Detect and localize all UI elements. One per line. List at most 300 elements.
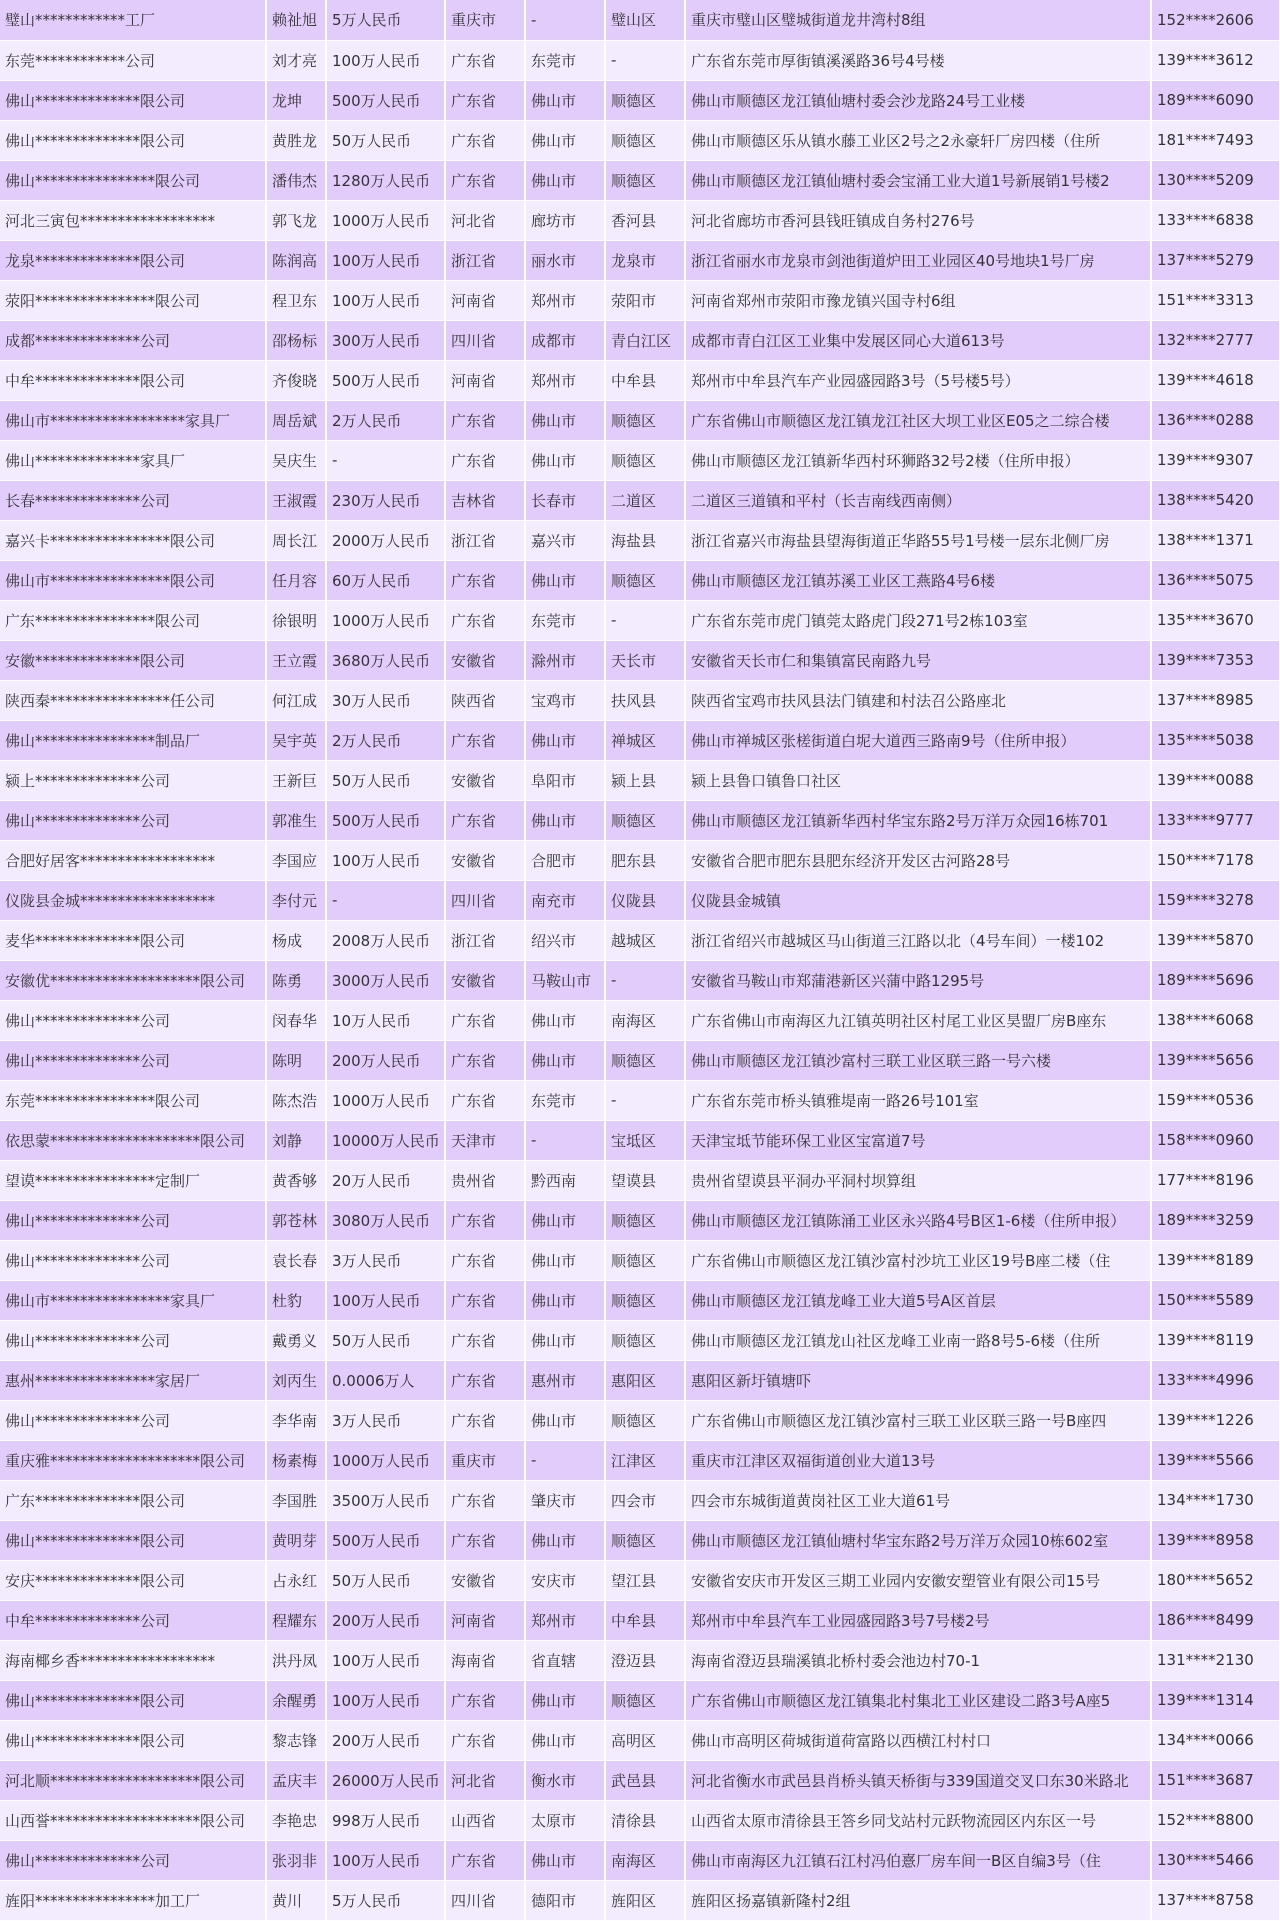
district-cell: 二道区 — [605, 480, 685, 520]
registered-capital-cell: 50万人民币 — [326, 760, 445, 800]
district-cell: 璧山区 — [605, 0, 685, 40]
province-cell: 广东省 — [445, 1040, 525, 1080]
city-cell: 佛山市 — [525, 1840, 605, 1880]
contact-name-cell: 陈勇 — [266, 960, 326, 1000]
city-cell: 衡水市 — [525, 1760, 605, 1800]
phone-cell: 139****0088 — [1151, 760, 1280, 800]
company-name-cell: 佛山**************公司 — [0, 1000, 266, 1040]
table-row — [0, 440, 1280, 480]
city-cell: 马鞍山市 — [525, 960, 605, 1000]
phone-cell: 131****2130 — [1151, 1640, 1280, 1680]
registered-capital-cell: 500万人民币 — [326, 800, 445, 840]
district-cell: 南海区 — [605, 1840, 685, 1880]
province-cell: 广东省 — [445, 1080, 525, 1120]
registered-capital-cell: 500万人民币 — [326, 1520, 445, 1560]
registered-capital-cell: 0.0006万人 — [326, 1360, 445, 1400]
address-cell: 安徽省安庆市开发区三期工业园内安徽安塑管业有限公司15号 — [685, 1560, 1151, 1600]
phone-cell: 139****5870 — [1151, 920, 1280, 960]
registered-capital-cell: 500万人民币 — [326, 80, 445, 120]
city-cell: 东莞市 — [525, 1080, 605, 1120]
company-name-cell: 佛山**************公司 — [0, 1040, 266, 1080]
province-cell: 广东省 — [445, 1720, 525, 1760]
table-row — [0, 1040, 1280, 1080]
contact-name-cell: 李艳忠 — [266, 1800, 326, 1840]
contact-name-cell: 洪丹凤 — [266, 1640, 326, 1680]
province-cell: 重庆市 — [445, 0, 525, 40]
address-cell: 四会市东城街道黄岗社区工业大道61号 — [685, 1480, 1151, 1520]
contact-name-cell: 王新巨 — [266, 760, 326, 800]
registered-capital-cell: 1000万人民币 — [326, 600, 445, 640]
table-row — [0, 1160, 1280, 1200]
contact-name-cell: 李华南 — [266, 1400, 326, 1440]
registered-capital-cell: 200万人民币 — [326, 1600, 445, 1640]
province-cell: 广东省 — [445, 1280, 525, 1320]
province-cell: 安徽省 — [445, 1560, 525, 1600]
phone-cell: 132****2777 — [1151, 320, 1280, 360]
table-row — [0, 360, 1280, 400]
table-row — [0, 120, 1280, 160]
address-cell: 佛山市顺德区龙江镇新华西村环狮路32号2楼（住所申报） — [685, 440, 1151, 480]
contact-name-cell: 周长江 — [266, 520, 326, 560]
company-name-cell: 合肥好居客****************** — [0, 840, 266, 880]
table-row — [0, 1240, 1280, 1280]
address-cell: 浙江省丽水市龙泉市剑池街道炉田工业园区40号地块1号厂房 — [685, 240, 1151, 280]
province-cell: 安徽省 — [445, 960, 525, 1000]
company-name-cell: 河北顺********************限公司 — [0, 1760, 266, 1800]
table-row — [0, 1520, 1280, 1560]
phone-cell: 189****3259 — [1151, 1200, 1280, 1240]
table-row — [0, 560, 1280, 600]
city-cell: 佛山市 — [525, 400, 605, 440]
company-name-cell: 惠州****************家居厂 — [0, 1360, 266, 1400]
table-row — [0, 800, 1280, 840]
company-name-cell: 璧山************工厂 — [0, 0, 266, 40]
contact-name-cell: 李国应 — [266, 840, 326, 880]
address-cell: 浙江省嘉兴市海盐县望海街道正华路55号1号楼一层东北侧厂房 — [685, 520, 1151, 560]
city-cell: 黔西南 — [525, 1160, 605, 1200]
registered-capital-cell: 200万人民币 — [326, 1040, 445, 1080]
phone-cell: 135****5038 — [1151, 720, 1280, 760]
district-cell: 惠阳区 — [605, 1360, 685, 1400]
district-cell: - — [605, 40, 685, 80]
address-cell: 广东省东莞市厚街镇溪溪路36号4号楼 — [685, 40, 1151, 80]
city-cell: 佛山市 — [525, 1520, 605, 1560]
company-name-cell: 佛山****************制品厂 — [0, 720, 266, 760]
company-name-cell: 中牟**************公司 — [0, 1600, 266, 1640]
district-cell: 顺德区 — [605, 1280, 685, 1320]
district-cell: 顺德区 — [605, 1680, 685, 1720]
company-name-cell: 东莞****************限公司 — [0, 1080, 266, 1120]
city-cell: - — [525, 1440, 605, 1480]
company-name-cell: 仪陇县金城****************** — [0, 880, 266, 920]
company-name-cell: 海南椰乡香****************** — [0, 1640, 266, 1680]
table-row — [0, 920, 1280, 960]
address-cell: 佛山市顺德区龙江镇仙塘村委会宝涌工业大道1号新展销1号楼2 — [685, 160, 1151, 200]
district-cell: 澄迈县 — [605, 1640, 685, 1680]
table-row — [0, 600, 1280, 640]
address-cell: 佛山市顺德区龙江镇新华西村华宝东路2号万洋万众园16栋701 — [685, 800, 1151, 840]
phone-cell: 137****5279 — [1151, 240, 1280, 280]
table-row — [0, 1800, 1280, 1840]
address-cell: 重庆市璧山区璧城街道龙井湾村8组 — [685, 0, 1151, 40]
registered-capital-cell: 3万人民币 — [326, 1400, 445, 1440]
phone-cell: 177****8196 — [1151, 1160, 1280, 1200]
address-cell: 颍上县鲁口镇鲁口社区 — [685, 760, 1151, 800]
address-cell: 广东省佛山市顺德区龙江镇沙富村沙坑工业区19号B座二楼（住 — [685, 1240, 1151, 1280]
address-cell: 广东省佛山市顺德区龙江镇沙富村三联工业区联三路一号B座四 — [685, 1400, 1151, 1440]
address-cell: 佛山市顺德区乐从镇水藤工业区2号之2永豪轩厂房四楼（住所 — [685, 120, 1151, 160]
phone-cell: 181****7493 — [1151, 120, 1280, 160]
city-cell: 佛山市 — [525, 440, 605, 480]
province-cell: 四川省 — [445, 320, 525, 360]
phone-cell: 139****9307 — [1151, 440, 1280, 480]
province-cell: 广东省 — [445, 600, 525, 640]
province-cell: 广东省 — [445, 1320, 525, 1360]
table-row — [0, 1840, 1280, 1880]
district-cell: 望谟县 — [605, 1160, 685, 1200]
province-cell: 四川省 — [445, 1880, 525, 1920]
phone-cell: 138****1371 — [1151, 520, 1280, 560]
city-cell: 肇庆市 — [525, 1480, 605, 1520]
address-cell: 郑州市中牟县汽车产业园盛园路3号（5号楼5号） — [685, 360, 1151, 400]
address-cell: 佛山市禅城区张槎街道白坭大道西三路南9号（住所申报） — [685, 720, 1151, 760]
phone-cell: 152****8800 — [1151, 1800, 1280, 1840]
phone-cell: 150****5589 — [1151, 1280, 1280, 1320]
registered-capital-cell: 3680万人民币 — [326, 640, 445, 680]
province-cell: 广东省 — [445, 160, 525, 200]
address-cell: 成都市青白江区工业集中发展区同心大道613号 — [685, 320, 1151, 360]
contact-name-cell: 任月容 — [266, 560, 326, 600]
table-row — [0, 1760, 1280, 1800]
contact-name-cell: 张羽非 — [266, 1840, 326, 1880]
phone-cell: 189****6090 — [1151, 80, 1280, 120]
province-cell: 广东省 — [445, 1360, 525, 1400]
city-cell: 南充市 — [525, 880, 605, 920]
registered-capital-cell: 200万人民币 — [326, 1720, 445, 1760]
contact-name-cell: 郭准生 — [266, 800, 326, 840]
province-cell: 浙江省 — [445, 240, 525, 280]
contact-name-cell: 何江成 — [266, 680, 326, 720]
address-cell: 重庆市江津区双福街道创业大道13号 — [685, 1440, 1151, 1480]
city-cell: 佛山市 — [525, 1280, 605, 1320]
city-cell: 佛山市 — [525, 1200, 605, 1240]
city-cell: 阜阳市 — [525, 760, 605, 800]
company-name-cell: 佛山**************限公司 — [0, 1720, 266, 1760]
district-cell: - — [605, 1080, 685, 1120]
registered-capital-cell: 100万人民币 — [326, 1640, 445, 1680]
district-cell: 禅城区 — [605, 720, 685, 760]
registered-capital-cell: 50万人民币 — [326, 1560, 445, 1600]
phone-cell: 130****5466 — [1151, 1840, 1280, 1880]
province-cell: 河南省 — [445, 1600, 525, 1640]
registered-capital-cell: 5万人民币 — [326, 0, 445, 40]
district-cell: 中牟县 — [605, 1600, 685, 1640]
phone-cell: 139****3612 — [1151, 40, 1280, 80]
city-cell: 佛山市 — [525, 1400, 605, 1440]
phone-cell: 130****5209 — [1151, 160, 1280, 200]
city-cell: 佛山市 — [525, 1680, 605, 1720]
phone-cell: 139****4618 — [1151, 360, 1280, 400]
city-cell: 佛山市 — [525, 160, 605, 200]
registered-capital-cell: 100万人民币 — [326, 280, 445, 320]
company-name-cell: 嘉兴卡****************限公司 — [0, 520, 266, 560]
address-cell: 佛山市顺德区龙江镇苏溪工业区工燕路4号6楼 — [685, 560, 1151, 600]
district-cell: 顺德区 — [605, 1200, 685, 1240]
city-cell: 惠州市 — [525, 1360, 605, 1400]
province-cell: 广东省 — [445, 40, 525, 80]
company-name-cell: 荥阳****************限公司 — [0, 280, 266, 320]
table-row — [0, 80, 1280, 120]
contact-name-cell: 黎志锋 — [266, 1720, 326, 1760]
province-cell: 海南省 — [445, 1640, 525, 1680]
registered-capital-cell: 10000万人民币 — [326, 1120, 445, 1160]
table-row — [0, 200, 1280, 240]
phone-cell: 139****7353 — [1151, 640, 1280, 680]
company-name-cell: 佛山**************公司 — [0, 1840, 266, 1880]
table-row — [0, 1880, 1280, 1920]
district-cell: 高明区 — [605, 1720, 685, 1760]
contact-name-cell: 黄香够 — [266, 1160, 326, 1200]
registered-capital-cell: 1280万人民币 — [326, 160, 445, 200]
city-cell: 佛山市 — [525, 1320, 605, 1360]
contact-name-cell: 戴勇义 — [266, 1320, 326, 1360]
company-name-cell: 佛山**************公司 — [0, 1400, 266, 1440]
province-cell: 重庆市 — [445, 1440, 525, 1480]
registered-capital-cell: 998万人民币 — [326, 1800, 445, 1840]
registered-capital-cell: 100万人民币 — [326, 1280, 445, 1320]
phone-cell: 139****1314 — [1151, 1680, 1280, 1720]
contact-name-cell: 程卫东 — [266, 280, 326, 320]
contact-name-cell: 刘丙生 — [266, 1360, 326, 1400]
city-cell: 合肥市 — [525, 840, 605, 880]
address-cell: 广东省佛山市顺德区龙江镇集北村集北工业区建设二路3号A座5 — [685, 1680, 1151, 1720]
address-cell: 广东省佛山市南海区九江镇英明社区村尾工业区昊盟厂房B座东 — [685, 1000, 1151, 1040]
province-cell: 河南省 — [445, 280, 525, 320]
registered-capital-cell: 5万人民币 — [326, 1880, 445, 1920]
address-cell: 山西省太原市清徐县王答乡同戈站村元跃物流园区内东区一号 — [685, 1800, 1151, 1840]
table-row — [0, 1080, 1280, 1120]
table-row — [0, 240, 1280, 280]
city-cell: 嘉兴市 — [525, 520, 605, 560]
address-cell: 旌阳区扬嘉镇新隆村2组 — [685, 1880, 1151, 1920]
registered-capital-cell: 3万人民币 — [326, 1240, 445, 1280]
company-name-cell: 长春**************公司 — [0, 480, 266, 520]
district-cell: 顺德区 — [605, 1400, 685, 1440]
registered-capital-cell: 2008万人民币 — [326, 920, 445, 960]
company-name-cell: 佛山**************公司 — [0, 1240, 266, 1280]
district-cell: 江津区 — [605, 1440, 685, 1480]
address-cell: 佛山市高明区荷城街道荷富路以西横江村村口 — [685, 1720, 1151, 1760]
phone-cell: 158****0960 — [1151, 1120, 1280, 1160]
company-name-cell: 佛山**************限公司 — [0, 80, 266, 120]
registered-capital-cell: 100万人民币 — [326, 840, 445, 880]
registered-capital-cell: 3000万人民币 — [326, 960, 445, 1000]
phone-cell: 138****6068 — [1151, 1000, 1280, 1040]
district-cell: 海盐县 — [605, 520, 685, 560]
district-cell: 肥东县 — [605, 840, 685, 880]
province-cell: 广东省 — [445, 1000, 525, 1040]
registered-capital-cell: 230万人民币 — [326, 480, 445, 520]
phone-cell: 151****3313 — [1151, 280, 1280, 320]
company-name-cell: 佛山**************限公司 — [0, 120, 266, 160]
registered-capital-cell: 2万人民币 — [326, 400, 445, 440]
province-cell: 山西省 — [445, 1800, 525, 1840]
district-cell: 武邑县 — [605, 1760, 685, 1800]
district-cell: 颍上县 — [605, 760, 685, 800]
province-cell: 广东省 — [445, 1840, 525, 1880]
city-cell: - — [525, 0, 605, 40]
company-name-cell: 佛山**************家具厂 — [0, 440, 266, 480]
company-name-cell: 安徽优********************限公司 — [0, 960, 266, 1000]
province-cell: 安徽省 — [445, 760, 525, 800]
phone-cell: 139****8119 — [1151, 1320, 1280, 1360]
registered-capital-cell: 1000万人民币 — [326, 1440, 445, 1480]
contact-name-cell: 周岳斌 — [266, 400, 326, 440]
table-row — [0, 880, 1280, 920]
district-cell: 顺德区 — [605, 160, 685, 200]
contact-name-cell: 陈杰浩 — [266, 1080, 326, 1120]
district-cell: 香河县 — [605, 200, 685, 240]
address-cell: 佛山市顺德区龙江镇仙塘村委会沙龙路24号工业楼 — [685, 80, 1151, 120]
contact-name-cell: 吴庆生 — [266, 440, 326, 480]
registered-capital-cell: 300万人民币 — [326, 320, 445, 360]
phone-cell: 134****1730 — [1151, 1480, 1280, 1520]
company-name-cell: 望谟****************定制厂 — [0, 1160, 266, 1200]
contact-name-cell: 杨成 — [266, 920, 326, 960]
table-row — [0, 1120, 1280, 1160]
province-cell: 浙江省 — [445, 520, 525, 560]
contact-name-cell: 郭苍林 — [266, 1200, 326, 1240]
company-name-cell: 佛山**************限公司 — [0, 1520, 266, 1560]
contact-name-cell: 刘才亮 — [266, 40, 326, 80]
district-cell: 南海区 — [605, 1000, 685, 1040]
district-cell: 荥阳市 — [605, 280, 685, 320]
province-cell: 广东省 — [445, 560, 525, 600]
province-cell: 广东省 — [445, 1240, 525, 1280]
province-cell: 广东省 — [445, 720, 525, 760]
address-cell: 二道区三道镇和平村（长吉南线西南侧） — [685, 480, 1151, 520]
district-cell: 旌阳区 — [605, 1880, 685, 1920]
contact-name-cell: 袁长春 — [266, 1240, 326, 1280]
phone-cell: 139****8958 — [1151, 1520, 1280, 1560]
contact-name-cell: 龙坤 — [266, 80, 326, 120]
province-cell: 天津市 — [445, 1120, 525, 1160]
address-cell: 佛山市顺德区龙江镇陈涌工业区永兴路4号B区1-6楼（住所申报） — [685, 1200, 1151, 1240]
company-name-cell: 山西誉********************限公司 — [0, 1800, 266, 1840]
address-cell: 广东省东莞市虎门镇莞太路虎门段271号2栋103室 — [685, 600, 1151, 640]
table-row — [0, 1320, 1280, 1360]
registered-capital-cell: 30万人民币 — [326, 680, 445, 720]
phone-cell: 159****0536 — [1151, 1080, 1280, 1120]
table-row — [0, 1640, 1280, 1680]
table-row — [0, 280, 1280, 320]
company-name-cell: 成都**************公司 — [0, 320, 266, 360]
contact-name-cell: 余醒勇 — [266, 1680, 326, 1720]
company-name-cell: 佛山****************限公司 — [0, 160, 266, 200]
phone-cell: 138****5420 — [1151, 480, 1280, 520]
province-cell: 河北省 — [445, 200, 525, 240]
province-cell: 浙江省 — [445, 920, 525, 960]
city-cell: 佛山市 — [525, 120, 605, 160]
city-cell: 省直辖 — [525, 1640, 605, 1680]
district-cell: 顺德区 — [605, 440, 685, 480]
province-cell: 广东省 — [445, 1480, 525, 1520]
district-cell: 顺德区 — [605, 80, 685, 120]
address-cell: 安徽省天长市仁和集镇富民南路九号 — [685, 640, 1151, 680]
province-cell: 贵州省 — [445, 1160, 525, 1200]
contact-name-cell: 杨素梅 — [266, 1440, 326, 1480]
city-cell: 郑州市 — [525, 280, 605, 320]
address-cell: 佛山市南海区九江镇石江村冯伯憙厂房车间一B区自编3号（住 — [685, 1840, 1151, 1880]
province-cell: 广东省 — [445, 120, 525, 160]
phone-cell: 139****1226 — [1151, 1400, 1280, 1440]
phone-cell: 136****5075 — [1151, 560, 1280, 600]
contact-name-cell: 刘静 — [266, 1120, 326, 1160]
company-name-cell: 龙泉**************限公司 — [0, 240, 266, 280]
company-name-cell: 东莞************公司 — [0, 40, 266, 80]
city-cell: 丽水市 — [525, 240, 605, 280]
province-cell: 广东省 — [445, 1520, 525, 1560]
province-cell: 广东省 — [445, 400, 525, 440]
company-name-cell: 中牟**************限公司 — [0, 360, 266, 400]
company-name-cell: 安徽**************限公司 — [0, 640, 266, 680]
company-name-cell: 佛山市****************限公司 — [0, 560, 266, 600]
city-cell: 佛山市 — [525, 560, 605, 600]
contact-name-cell: 潘伟杰 — [266, 160, 326, 200]
table-row — [0, 520, 1280, 560]
address-cell: 安徽省合肥市肥东县肥东经济开发区古河路28号 — [685, 840, 1151, 880]
table-row — [0, 1200, 1280, 1240]
phone-cell: 152****2606 — [1151, 0, 1280, 40]
province-cell: 安徽省 — [445, 640, 525, 680]
city-cell: 廊坊市 — [525, 200, 605, 240]
table-row — [0, 40, 1280, 80]
registered-capital-cell: 2万人民币 — [326, 720, 445, 760]
contact-name-cell: 孟庆丰 — [266, 1760, 326, 1800]
phone-cell: 137****8758 — [1151, 1880, 1280, 1920]
address-cell: 海南省澄迈县瑞溪镇北桥村委会池边村70-1 — [685, 1640, 1151, 1680]
table-row — [0, 960, 1280, 1000]
table-row — [0, 1720, 1280, 1760]
district-cell: 顺德区 — [605, 400, 685, 440]
registered-capital-cell: 60万人民币 — [326, 560, 445, 600]
table-row — [0, 680, 1280, 720]
district-cell: 清徐县 — [605, 1800, 685, 1840]
province-cell: 河北省 — [445, 1760, 525, 1800]
address-cell: 仪陇县金城镇 — [685, 880, 1151, 920]
city-cell: 佛山市 — [525, 720, 605, 760]
registered-capital-cell: - — [326, 440, 445, 480]
district-cell: 顺德区 — [605, 1040, 685, 1080]
city-cell: 太原市 — [525, 1800, 605, 1840]
phone-cell: 150****7178 — [1151, 840, 1280, 880]
contact-name-cell: 王淑霞 — [266, 480, 326, 520]
company-name-cell: 佛山市******************家具厂 — [0, 400, 266, 440]
contact-name-cell: 占永红 — [266, 1560, 326, 1600]
city-cell: 佛山市 — [525, 80, 605, 120]
address-cell: 河北省廊坊市香河县钱旺镇成自务村276号 — [685, 200, 1151, 240]
district-cell: 青白江区 — [605, 320, 685, 360]
registered-capital-cell: 100万人民币 — [326, 240, 445, 280]
contact-name-cell: 程耀东 — [266, 1600, 326, 1640]
district-cell: 宝坻区 — [605, 1120, 685, 1160]
city-cell: 佛山市 — [525, 1040, 605, 1080]
province-cell: 安徽省 — [445, 840, 525, 880]
contact-name-cell: 郭飞龙 — [266, 200, 326, 240]
table-row — [0, 1400, 1280, 1440]
address-cell: 河北省衡水市武邑县肖桥头镇天桥街与339国道交叉口东30米路北 — [685, 1760, 1151, 1800]
company-name-cell: 佛山市****************家具厂 — [0, 1280, 266, 1320]
